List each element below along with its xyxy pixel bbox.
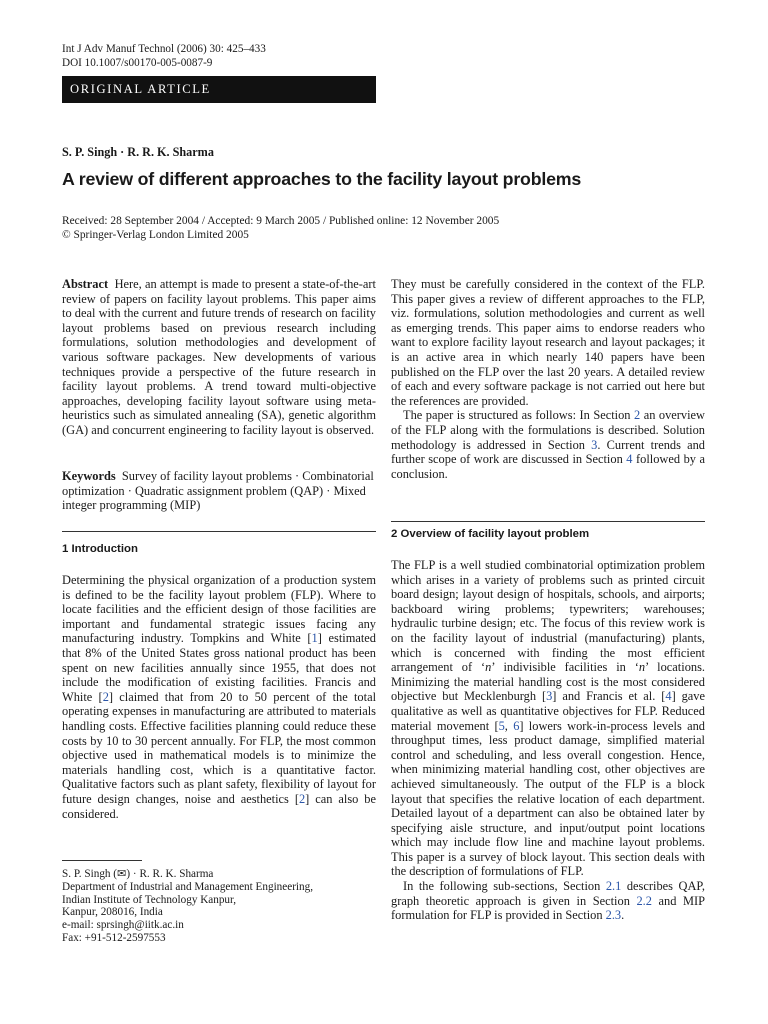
footnote-city: Kanpur, 208016, India	[62, 906, 163, 919]
citation-link[interactable]: 1	[311, 631, 318, 646]
footnote-institute: Indian Institute of Technology Kanpur,	[62, 893, 237, 906]
section-heading-overview: 2 Overview of facility layout problem	[391, 528, 590, 540]
text-run: ’ locations. Minimizing the material handling cost is the most considered objective but Mecklenburgh [	[391, 660, 706, 704]
section-link[interactable]: 2.1	[605, 879, 622, 894]
text-run: . Current trends and further scope of work are discussed in Section	[391, 437, 705, 467]
text-run: ] can also be considered.	[62, 791, 376, 821]
footnote-email[interactable]: e-mail: sprsingh@iitk.ac.in	[62, 919, 184, 932]
footnote-department: Department of Industrial and Management Engineering,	[62, 880, 314, 893]
text-run: followed by a conclusion.	[391, 452, 705, 481]
text-run: ] lowers work-in-process levels and throughput times, less product damage, simplified material control and scheduling, and less overall congestion. Hence, when minimizing material handling cost, other objectives are achieved simultaneously. The output of the FLP is a block layout that specifies the relative location of each department. Detailed layout of a department can also be obtained later by specifying aisle structure, and input/output point locations which may include flow line and machine layout problems. This paper is a survey of block layout. This section deals with the description of formulations of FLP.	[391, 718, 705, 879]
journal-header	[62, 42, 266, 70]
abstract-block	[62, 277, 376, 438]
text-run: n	[485, 660, 492, 675]
text-run: describes QAP, graph theoretic approach is given in Section	[391, 879, 706, 908]
article-title: A review of different approaches to the facility layout problems	[62, 169, 582, 189]
keywords-label: Keywords	[62, 469, 116, 483]
text-run: In the following sub-sections, Section	[403, 879, 606, 894]
text-run: and MIP formulation for FLP is provided in Section	[391, 893, 705, 923]
text-run: ’ indivisible facilities in ‘	[491, 660, 639, 675]
copyright-line: © Springer-Verlag London Limited 2005	[62, 229, 249, 241]
right-column-intro	[391, 277, 705, 481]
citation-link[interactable]: 4	[665, 689, 672, 704]
section-link[interactable]: 2.3	[605, 908, 622, 923]
paragraph: They must be carefully considered in the context of the FLP. This paper gives a review of different approaches to the FLP, viz. formulations, solution methodologies and current as well as emerging trends. This paper aims to endorse readers who want to explore facility layout research and layout packages; it is an active area in which nearly 140 papers have been published on the FLP over the last 20 years. A detailed review of each and every software package is not carried out here but the references are provided.	[391, 277, 705, 408]
text-run: ] and Francis et al. [	[552, 689, 666, 704]
abstract-text: Here, an attempt is made to present a state-of-the-art review of papers on facility layout problems. This paper aims to deal with the current and future trends of research on facility layout problems based on previous research including formulations, solution methodologies and development of various software packages. New developments of various techniques provide a perspective of the future research in facility layout problems. A trend toward multi-objective approaches, developing facility layout software using meta-heuristics such as simulated annealing (SA), genetic algorithm (GA) and concurrent engineering to facility layout is observed.	[62, 277, 376, 437]
overview-text	[391, 558, 705, 923]
article-type-banner: ORIGINAL ARTICLE	[62, 76, 376, 103]
footnote-fax: Fax: +91-512-2597553	[62, 931, 166, 944]
paragraph	[391, 408, 705, 481]
citation-link[interactable]: 5	[498, 718, 505, 733]
text-run: an overview of the FLP along with the formulations is described. Solution methodology is addressed in Section	[391, 408, 705, 452]
author-line: S. P. Singh · R. R. K. Sharma	[62, 145, 214, 159]
author-footnote	[62, 868, 376, 945]
publication-dates: Received: 28 September 2004 / Accepted: 9 March 2005 / Published online: 12 November 2005	[62, 215, 500, 227]
text-run: The paper is structured as follows: In Section	[403, 408, 634, 423]
citation-link[interactable]: 6	[513, 718, 520, 733]
section-link[interactable]: 2.2	[636, 893, 652, 908]
introduction-text	[62, 573, 376, 821]
section-link[interactable]: 2	[634, 408, 641, 423]
section-heading-introduction: 1 Introduction	[62, 543, 138, 555]
section-link[interactable]: 3	[591, 437, 598, 452]
footnote-authors: S. P. Singh (✉) · R. R. K. Sharma	[62, 868, 214, 880]
keywords-block	[62, 469, 376, 513]
text-run: The FLP is a well studied combinatorial optimization problem which arises in a variety of problems such as printed circuit board design; layout design of hospitals, schools, and airports; backboard wiring problems; typewriters; warehouses; hydraulic turbine design; etc. The focus of this review work is on the facility layout of industrial (manufacturing) plants, which is concerned with finding the most efficient arrangement of ‘	[391, 558, 705, 675]
journal-citation: Int J Adv Manuf Technol (2006) 30: 425–433	[62, 43, 266, 55]
text-run: Determining the physical organization of a production system is defined to be the facility layout problem (FLP). Where to locate facilities and the efficient design of those facilities are important and fundamental strategic issues facing any manufacturing industry. Tompkins and White [	[62, 573, 376, 646]
text-run: ] claimed that from 20 to 50 percent of the total operating expenses in manufacturing are attributed to materials handling costs. Effective facilities planning could reduce these costs by 10 to 30 percent annually. For FLP, the most common objective used in mathematical models is to minimize the materials handling cost, which is a quantitative factor. Qualitative factors such as plant safety, flexibility of layout for future design changes, noise and aesthetics [	[62, 689, 377, 806]
section-rule	[391, 521, 705, 522]
text-run: ] gave qualitative as well as quantitative objectives for FLP. Reduced material movement [	[391, 689, 705, 733]
text-run: .	[621, 908, 625, 923]
keywords-text: Survey of facility layout problems · Combinatorial optimization · Quadratic assignment problem (QAP) · Mixed integer programming (MIP)	[62, 469, 374, 513]
text-run: ,	[504, 718, 514, 733]
text-run: ] estimated that 8% of the United States gross national product has been spent on new facilities annually since 1955, that does not include the modification of existing facilities. Francis and White [	[62, 631, 376, 704]
section-link[interactable]: 4	[626, 452, 633, 467]
citation-link[interactable]: 2	[102, 689, 109, 704]
paragraph	[391, 879, 705, 923]
section-rule	[62, 531, 376, 532]
citation-link[interactable]: 3	[546, 689, 553, 704]
doi[interactable]: DOI 10.1007/s00170-005-0087-9	[62, 57, 213, 69]
abstract-label: Abstract	[62, 277, 109, 291]
text-run: n	[638, 660, 646, 675]
citation-link[interactable]: 2	[298, 791, 306, 806]
paragraph	[391, 558, 705, 879]
footnote-rule	[62, 860, 142, 861]
